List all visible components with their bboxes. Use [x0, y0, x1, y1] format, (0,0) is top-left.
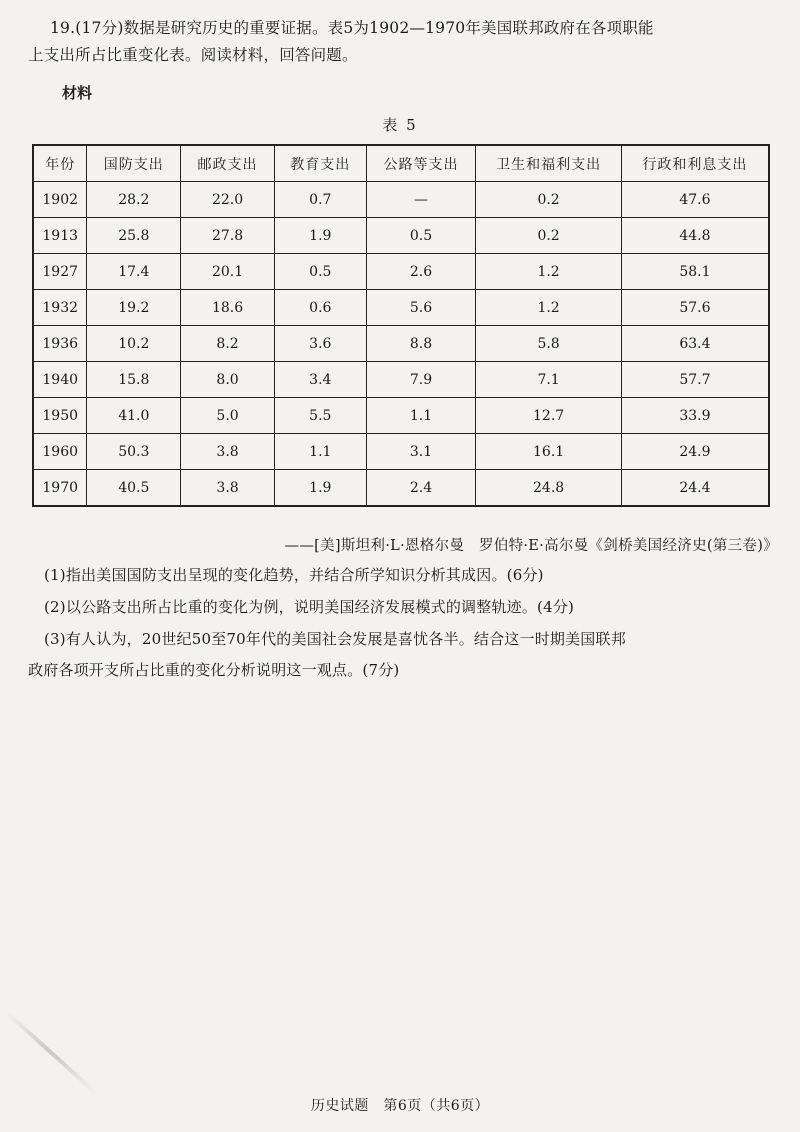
header-admin-interest: 行政和利息支出	[621, 145, 769, 182]
value-cell: 19.2	[87, 290, 181, 326]
header-education: 教育支出	[274, 145, 366, 182]
value-cell: 3.1	[366, 434, 476, 470]
value-cell: 0.2	[476, 218, 622, 254]
sub-question-3-line1: (3)有人认为，20世纪50至70年代的美国社会发展是喜忧各半。结合这一时期美国联邦	[44, 630, 626, 648]
value-cell: 8.0	[181, 362, 275, 398]
table-row	[33, 290, 769, 326]
value-cell: 7.9	[366, 362, 476, 398]
table-row	[33, 326, 769, 362]
value-cell: 40.5	[87, 470, 181, 507]
value-cell: 10.2	[87, 326, 181, 362]
year-cell: 1932	[33, 290, 87, 326]
value-cell: 15.8	[87, 362, 181, 398]
value-cell: 3.8	[181, 434, 275, 470]
paper-scratch-mark	[5, 1011, 97, 1094]
year-cell: 1902	[33, 182, 87, 218]
value-cell: 1.1	[366, 398, 476, 434]
table-row	[33, 398, 769, 434]
table-row	[33, 254, 769, 290]
value-cell: 2.4	[366, 470, 476, 507]
value-cell: 58.1	[621, 254, 769, 290]
value-cell: 0.5	[274, 254, 366, 290]
value-cell: 8.2	[181, 326, 275, 362]
value-cell: 22.0	[181, 182, 275, 218]
header-highway: 公路等支出	[366, 145, 476, 182]
value-cell: 63.4	[621, 326, 769, 362]
sub-question-2: (2)以公路支出所占比重的变化为例，说明美国经济发展模式的调整轨迹。(4分)	[44, 598, 575, 616]
value-cell: 24.4	[621, 470, 769, 507]
value-cell: 17.4	[87, 254, 181, 290]
value-cell: 57.6	[621, 290, 769, 326]
header-year: 年份	[33, 145, 87, 182]
value-cell: 5.5	[274, 398, 366, 434]
sub-question-3-line2: 政府各项开支所占比重的变化分析说明这一观点。(7分)	[28, 661, 400, 679]
sub-question-1: (1)指出美国国防支出呈现的变化趋势，并结合所学知识分析其成因。(6分)	[44, 566, 544, 584]
value-cell: —	[366, 182, 476, 218]
value-cell: 1.2	[476, 254, 622, 290]
material-label: 材料	[62, 84, 93, 102]
question-intro-line2: 上支出所占比重变化表。阅读材料，回答问题。	[28, 46, 358, 64]
value-cell: 12.7	[476, 398, 622, 434]
value-cell: 28.2	[87, 182, 181, 218]
value-cell: 25.8	[87, 218, 181, 254]
table-caption: 表 5	[382, 116, 418, 134]
value-cell: 27.8	[181, 218, 275, 254]
year-cell: 1927	[33, 254, 87, 290]
value-cell: 5.0	[181, 398, 275, 434]
value-cell: 24.8	[476, 470, 622, 507]
table-row	[33, 434, 769, 470]
year-cell: 1950	[33, 398, 87, 434]
source-citation: ——[美]斯坦利·L·恩格尔曼 罗伯特·E·高尔曼《剑桥美国经济史(第三卷)》	[284, 538, 778, 554]
table-row	[33, 470, 769, 507]
value-cell: 0.6	[274, 290, 366, 326]
value-cell: 1.9	[274, 470, 366, 507]
value-cell: 7.1	[476, 362, 622, 398]
value-cell: 1.9	[274, 218, 366, 254]
value-cell: 0.2	[476, 182, 622, 218]
value-cell: 5.6	[366, 290, 476, 326]
year-cell: 1970	[33, 470, 87, 507]
value-cell: 44.8	[621, 218, 769, 254]
value-cell: 50.3	[87, 434, 181, 470]
page-footer: 历史试题 第6页（共6页）	[310, 1098, 490, 1114]
value-cell: 5.8	[476, 326, 622, 362]
value-cell: 0.5	[366, 218, 476, 254]
header-defense: 国防支出	[87, 145, 181, 182]
year-cell: 1936	[33, 326, 87, 362]
table-header-row	[33, 145, 769, 182]
value-cell: 47.6	[621, 182, 769, 218]
value-cell: 0.7	[274, 182, 366, 218]
header-postal: 邮政支出	[181, 145, 275, 182]
table-row	[33, 182, 769, 218]
value-cell: 1.2	[476, 290, 622, 326]
value-cell: 8.8	[366, 326, 476, 362]
value-cell: 3.4	[274, 362, 366, 398]
value-cell: 57.7	[621, 362, 769, 398]
expenditure-table	[32, 144, 770, 507]
value-cell: 20.1	[181, 254, 275, 290]
year-cell: 1940	[33, 362, 87, 398]
year-cell: 1913	[33, 218, 87, 254]
question-intro-line1: 19.(17分)数据是研究历史的重要证据。表5为1902—1970年美国联邦政府在各项职能	[50, 19, 654, 37]
value-cell: 16.1	[476, 434, 622, 470]
value-cell: 18.6	[181, 290, 275, 326]
header-health-welfare: 卫生和福利支出	[476, 145, 622, 182]
value-cell: 3.8	[181, 470, 275, 507]
year-cell: 1960	[33, 434, 87, 470]
value-cell: 2.6	[366, 254, 476, 290]
table-row	[33, 218, 769, 254]
value-cell: 33.9	[621, 398, 769, 434]
value-cell: 1.1	[274, 434, 366, 470]
value-cell: 24.9	[621, 434, 769, 470]
table-row	[33, 362, 769, 398]
value-cell: 3.6	[274, 326, 366, 362]
value-cell: 41.0	[87, 398, 181, 434]
